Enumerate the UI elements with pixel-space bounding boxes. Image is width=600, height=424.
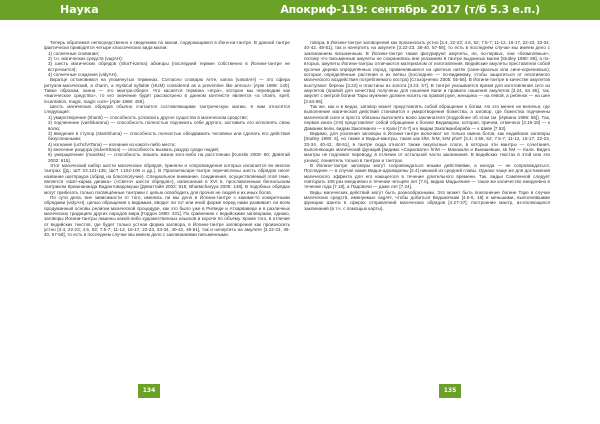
list-item: 1) умиротворение (shanti) — способность успокоить другое существо в магическом средстве; [48, 115, 290, 120]
issue-title: Апокриф-119: сентябрь 2017 (т/б 5.3 е.п.) [280, 3, 540, 16]
list-item: 5) внесение раздора (vidveShana) — способность вызвать раздор среди людей; [48, 147, 290, 152]
right-paragraph: Видимо, для усиления заговоры в Йогини-тантре включают не только имена богов, как ведийские заговоры [Stutley 1980: 6], но также и Видья-мантры, такие как klM, hrM, krM phaT [3.4; 4.55, 52; 7.5-7; 11-12, 16-17, 22-23, 33-34, 40-42, 48-51], в тантре сюда относят также оккультные слоги, в которых эти мантры — сочетания, выполняющих магический функций [видимо «Сарасвати» hriM — Махакали и Вькишевши, sk hM — Кали. Видео мантры не подлежат переводу, в отличие от остальной части заклинания. В ведийских текстах в этой или эти узнают, пониятель только в тантрах и тантрах. [304, 130, 550, 163]
magic-types-list [48, 51, 290, 78]
page-number-left: 134 [138, 384, 160, 398]
list-item: 4) изгнание (uchchATana) — изгнание из какого-либо места; [48, 142, 290, 147]
right-paragraph: Так же, как и в ведах, заговор может представлять собой обращение к богам. Но это менее не величья, где выполнение магической действий становится к умиротворения божества, а заговор, где божества подчинены магической силе и просто обязаны выполнять волю заклинателя (подробнее об этом см. [Ирвина 1986: 56]). Так, первая книга (3-9) представляет собой обращение к богине Ведаварни, которая, причем, отмечено [3.16-18] — к Даманик вели, видам Закопманги — к Кали [7.6-7] и к видам Закопманбараба — к Шиве [7.53]. [304, 104, 550, 131]
right-paragraph: В Йогини-тантре заговоры могут сопровождаться иными действиями, а иногда — не сопровождаться. Последнее — в случае какие Видья-адхикарены [3.4] никакой из средней главы. Однако чаще же для достижения магического эффекта для его кающегося в течение длительного времени. Так, видьи Сампенной следует повторить 108 раз ежедневно в течение четырёх лет [7.5], видию Мадьелине — такое же количество ежедневно в течение года [7.18], а Падовачи — даже лет [7.24]. [304, 162, 550, 190]
left-text-column [44, 40, 290, 380]
left-paragraph: Вкратце остановимся на упомянутых терминах. Согласно словарю Апте, каnna (vasatAH) — это сфера ритуала-магический, а charm, a mystical syllable (HUM) considered as a preventive like armour» [Apte 1988: 140]. Также образом, канна — это мантра-оберег. Что касается термина «ягра», которое мы переводим как «магическое средство», то его значение будет рассмотрено в данном контексте является «a charm, spell, incantation, magic, magic cure» [Apte 1988: 459]. [44, 77, 290, 104]
section-title: Наука [60, 3, 99, 16]
page-number-right: 135 [439, 384, 461, 398]
list-item: 3) шесть магических обрядов (ShaT-karma) абхиоры (последний термин собственно в Йогини-тантре не встречается); [48, 61, 290, 72]
page-header [0, 0, 600, 20]
right-paragraph: говора, в Йогини-тантре заговорения как произносить устно [3.4, 22-23; 4.5, 52; 7.5-7; 11-12, 16-17, 22-23, 33-34, 40-42, 48-51], так и начертить на амулете [3.22-23, 36-40, 57-58], то есть в последнем случае мы имеем дело с заклинанием письменным. В Йогини-тантре также фигурируют амулеты, но, по-первых, они «безмолвные», потому что письменные амулеты не сохранились вне указаниях в тантре выданных магии [Stutley 1980: 88], а по-вторых, амулеты Йогини-тантры отличаются материалом от изготовления. Ведийские амулеты преставляли собой кусочки дерева определённых пород, применявшиеся на цветных нитях (сине-красных или сине-коричневых), которые определённые растения и их ветвы (последнее — по-видимому, чтобы защититься от негативного магического воздействия потребляемого костра) [Стахорченко 2005: 55-56]. В Йогини-тантре в качестве амулетов выступают березы [3.22] и пластины из золота [3.23, 57]. В тантре указывается время для изготовления сего из амулетов (правой для качества) получены для ношения Капи и правило нашения амулетов [3.24, 64 65], так, амулет с метрой богини Тары мужчине должен носить на правой руке, женщина — на левой, а ребенок — на шее [3.64-65]. [304, 40, 550, 104]
left-intro-paragraph: Теперь обратимся непосредственно к сведениям по магии, содержащимся в Йоги-ни-тантре. В данной тантре фактически приводятся четыре классических вида магии: [44, 40, 290, 51]
list-item: 2) подчинение (vashikarana) — способность полностью подчинить себе другого, заставить его исполнять свою волю; [48, 120, 290, 131]
right-text-column [304, 40, 550, 380]
six-rites-list [48, 115, 290, 163]
left-paragraph: По сути дела, вне зависимости от того, имелись ли мы дело в Йогини-тантре с какими-то конкретными обрядами (vidyAH), целью обращения к видимым, вводит ли тот или иной форме перед нами развивает ли всем продуманный основы религии магической процедуре, как это было уже в Ригведе и Атхарваведе и в различных магических традициях других народов мира [Гордон 1990: 431]. По сравнению с ведийскими заговорами, однако, заговоры Йогини-тантры лишены какой-либо художественных изысков и короче по объёму. Кроме того, в отличие от ведийских текстов, где будет только устная форма заговора, в Йогини-тантре заговорения как произносить устно [3.4, 22-23; 4.5, 52; 7.5-7; 11-12, 16-17, 22-23, 33-34, 40-42, 48-51], так и начертить на амулете [3.22-23, 36-40, 57-58], то есть в последнем случае мы имеем дело с заклинаниями письменными. [44, 194, 290, 238]
right-paragraph: Виды магических действий могут быть разнообразными. Это может быть поклонение богине Таре в случае магических средств, именуемых vagAH, чтобы добиться Ведьмочкам [4.5-6, 18] и меньшими, выполнявшими функцию Шанти в сферах отправлений магических обрядов [4.27-37], построение мантр, из-полнющихся заклинаний (в т.ч. с помощью карты). [304, 189, 550, 211]
list-item: 3) введение в ступор (stambhana) — способность полностью обездвижить человека или сделать его действия безуспешными; [48, 131, 290, 142]
list-item: 2) т.н. магических средств (vagAH); [48, 56, 290, 61]
list-item: 1) солнечные снования; [48, 51, 290, 56]
list-item: 6) умерщвление (maraNa) — способность лишать жизни кого-либо на расстоянии [Kunstis 2009: 80; Девятай 2002: 615]. [48, 152, 290, 163]
left-paragraph: Шесть магических обрядов обычно считается составляющими тантрическую магию. К ним относятся следующие: [44, 104, 290, 115]
left-paragraph: Этот магический набор шести магических обрядов, приняли и сопровождения которых излагается во многих тантрах ([Д.; ШТ 23.121-135; ШсТ I.102-106 и др.]. В Праланчасаре-тантре перечислены шесть обрядов несет название шатпраура (обряд на благополучие). Специальное внимание, соединения, осуществляемый этой теме, является «Шат-карма дипика» («Светоч шести обрядов»), написанная в XVI в. прославленным бенгальским тантриком Кришнананда Вадантовадомуши [Деваттайя 2002: 615; Bhattacharyya 2005: 148]. В подобных обрядах могут прибегать только посвящённые тантрики с целью освободить для прочих не людей и их иных богов. [44, 162, 290, 195]
list-item: 4) солнечные сокдения (vidyAH). [48, 72, 290, 77]
